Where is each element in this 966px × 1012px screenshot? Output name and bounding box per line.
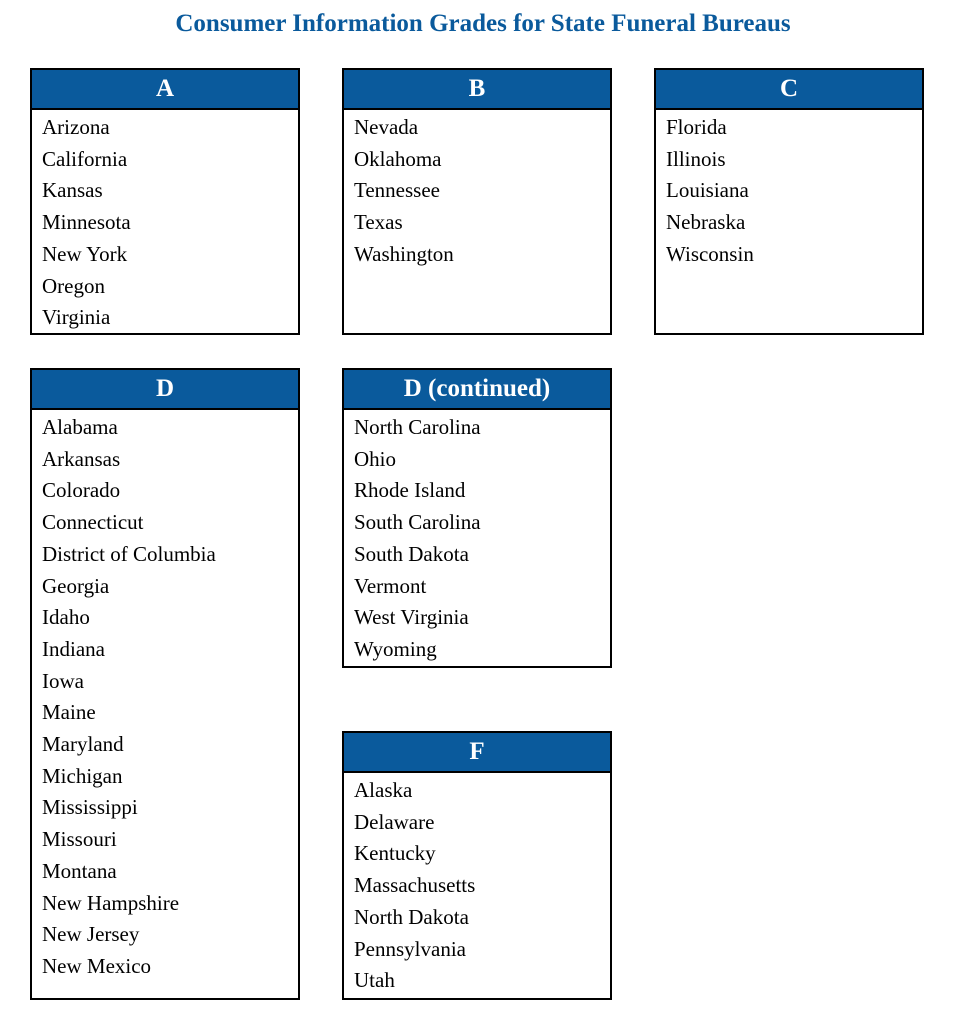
state-list-item: Connecticut <box>42 510 144 535</box>
state-list-item: Mississippi <box>42 795 138 820</box>
state-list-item: Wyoming <box>354 636 437 661</box>
state-list-item: South Carolina <box>354 510 481 535</box>
grade-d-continued-box <box>342 368 612 668</box>
state-list-item: New Hampshire <box>42 890 180 915</box>
state-list-item: Maine <box>42 700 96 725</box>
state-list-item: Michigan <box>42 763 123 788</box>
state-list-item: Kansas <box>42 178 103 203</box>
state-list-item: Iowa <box>42 668 84 693</box>
state-list-item: Ohio <box>354 446 396 471</box>
grade-d-box <box>30 368 300 1000</box>
state-list-item: Idaho <box>42 605 90 630</box>
state-list-item: New Jersey <box>42 922 140 947</box>
grade-c-box <box>654 68 924 335</box>
state-list-item: Utah <box>354 968 395 993</box>
state-list-item: Wisconsin <box>666 241 754 266</box>
grade-f-box <box>342 731 612 1000</box>
grade-c-list <box>656 110 922 271</box>
state-list-item: Illinois <box>666 146 726 171</box>
state-list-item: California <box>42 146 128 171</box>
state-list-item: District of Columbia <box>42 541 216 566</box>
state-list-item: Rhode Island <box>354 478 466 503</box>
page-title: Consumer Information Grades for State Funeral Bureaus <box>175 10 791 37</box>
state-list-item: Arkansas <box>42 446 121 471</box>
state-list-item: Georgia <box>42 573 110 598</box>
state-list-item: Virginia <box>42 305 111 330</box>
state-list-item: Colorado <box>42 478 121 503</box>
state-list-item: Oklahoma <box>354 146 442 171</box>
state-list-item: Pennsylvania <box>354 936 466 961</box>
grade-d-continued-list <box>344 410 610 666</box>
grade-a-list <box>32 110 298 334</box>
state-list-item: Tennessee <box>354 178 440 203</box>
state-list-item: Delaware <box>354 809 435 834</box>
grade-d-header: D <box>32 370 298 410</box>
grade-c-header: C <box>656 70 922 110</box>
state-list-item: Missouri <box>42 827 117 852</box>
state-list-item: Florida <box>666 115 727 139</box>
state-list-item: Montana <box>42 858 117 883</box>
state-list-item: Alaska <box>354 778 413 802</box>
state-list-item: South Dakota <box>354 541 469 566</box>
state-list-item: Arizona <box>42 115 110 139</box>
grade-f-list <box>344 773 610 997</box>
state-list-item: Indiana <box>42 636 105 661</box>
state-list-item: Texas <box>354 210 403 235</box>
state-list-item: Maryland <box>42 732 124 757</box>
state-list-item: Nevada <box>354 115 419 139</box>
state-list-item: North Dakota <box>354 904 469 929</box>
state-list-item: Washington <box>354 241 454 266</box>
state-list-item: Louisiana <box>666 178 749 203</box>
state-list-item: Massachusetts <box>354 873 476 898</box>
state-list-item: Oregon <box>42 273 105 298</box>
grade-f-header: F <box>344 733 610 773</box>
state-list-item: Kentucky <box>354 841 436 866</box>
state-list-item: Nebraska <box>666 210 746 235</box>
state-list-item: Minnesota <box>42 210 131 235</box>
grade-b-box <box>342 68 612 335</box>
grade-a-box <box>30 68 300 335</box>
state-list-item: West Virginia <box>354 605 469 630</box>
state-list-item: Alabama <box>42 415 118 439</box>
state-list-item: North Carolina <box>354 415 481 439</box>
state-list-item: New Mexico <box>42 953 152 978</box>
grade-b-header: B <box>344 70 610 110</box>
grade-a-header: A <box>32 70 298 110</box>
grade-d-continued-header: D (continued) <box>344 370 610 410</box>
grade-d-list <box>32 410 298 983</box>
state-list-item: Vermont <box>354 573 427 598</box>
state-list-item: New York <box>42 241 128 266</box>
grade-b-list <box>344 110 610 271</box>
